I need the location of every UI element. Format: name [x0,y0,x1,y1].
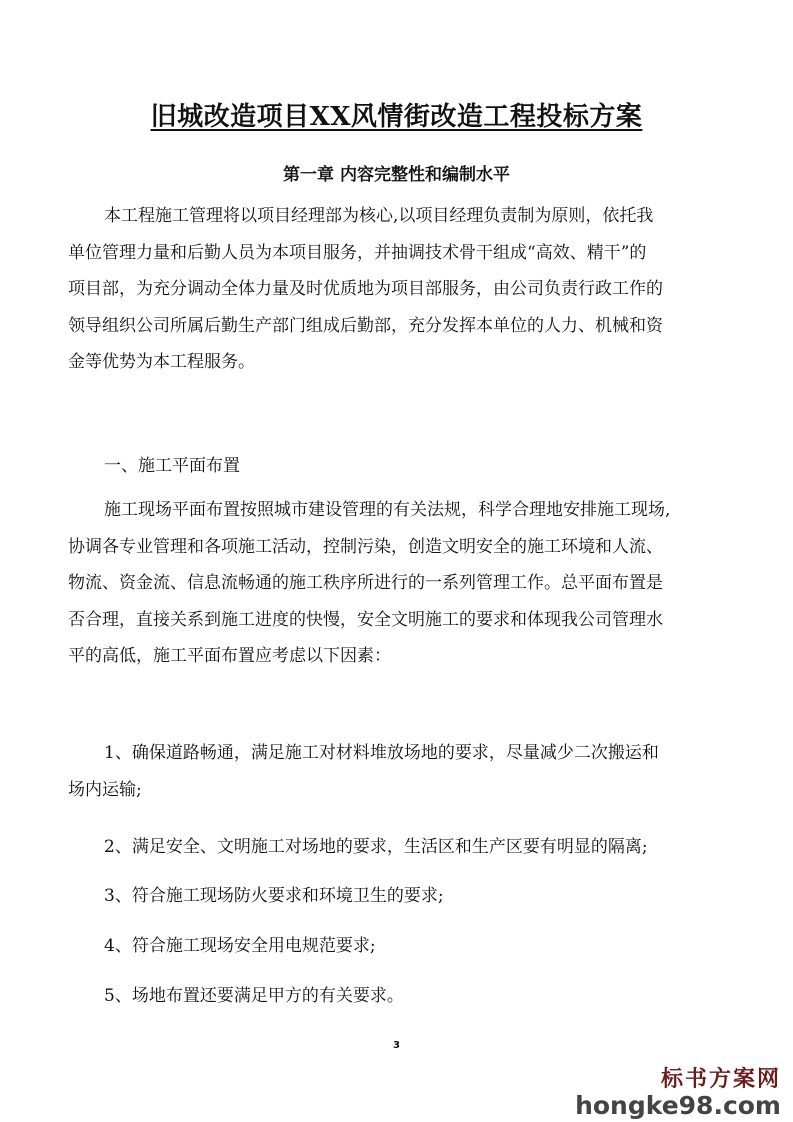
section-heading [68,448,728,485]
document-title: 旧城改造项目XX风情街改造工程投标方案 [150,102,643,132]
section-line: 物流、资金流、信息流畅通的施工秩序所进行的一系列管理工作。总平面布置是 [68,573,663,593]
page-number: 3 [393,1040,400,1051]
intro-line: 单位管理力量和后勤人员为本项目服务，并抽调技术骨干组成“高效、精干”的 [68,242,647,263]
list-item-text: 4、符合施工现场安全用电规范要求; [104,936,376,956]
intro-line: 领导组织公司所属后勤生产部门组成后勤部，充分发挥本单位的人力、机械和资 [68,315,663,336]
list-item-1 [68,735,728,808]
list-item-3 [68,878,728,915]
watermark-name: 标书方案网 [660,1066,781,1092]
list-item-4 [68,928,728,965]
list-item-text: 5、场地布置还要满足甲方的有关要求。 [104,986,404,1006]
section-heading-text: 一、施工平面布置 [104,456,240,476]
watermark-logo [575,1066,781,1120]
section-line: 施工现场平面布置按照城市建设管理的有关法规，科学合理地安排施工现场, [104,500,671,520]
intro-paragraph [68,198,728,381]
section-line: 否合理，直接关系到施工进度的快慢，安全文明施工的要求和体现我公司管理水 [68,609,663,630]
list-item-line: 场内运输; [68,779,142,800]
intro-line: 项目部，为充分调动全体力量及时优质地为项目部服务，由公司负责行政工作的 [68,279,663,299]
list-item-line: 1、确保道路畅通，满足施工对材料堆放场地的要求，尽量减少二次搬运和 [104,743,659,763]
section-paragraph [68,492,728,675]
section-line: 平的高低，施工平面布置应考虑以下因素： [68,646,391,666]
intro-line: 本工程施工管理将以项目经理部为核心,以项目经理负责制为原则，依托我 [104,206,654,226]
list-item-text: 3、符合施工现场防火要求和环境卫生的要求; [104,886,444,906]
section-line: 协调各专业管理和各项施工活动，控制污染，创造文明安全的施工环境和人流、 [68,536,663,557]
watermark-url: hongke98.com [575,1091,781,1120]
intro-line: 金等优势为本工程服务。 [68,352,255,372]
list-item-2 [68,829,728,866]
list-item-text: 2、满足安全、文明施工对场地的要求，生活区和生产区要有明显的隔离; [104,837,648,857]
chapter-heading: 第一章 内容完整性和编制水平 [283,165,510,185]
list-item-5 [68,978,728,1015]
